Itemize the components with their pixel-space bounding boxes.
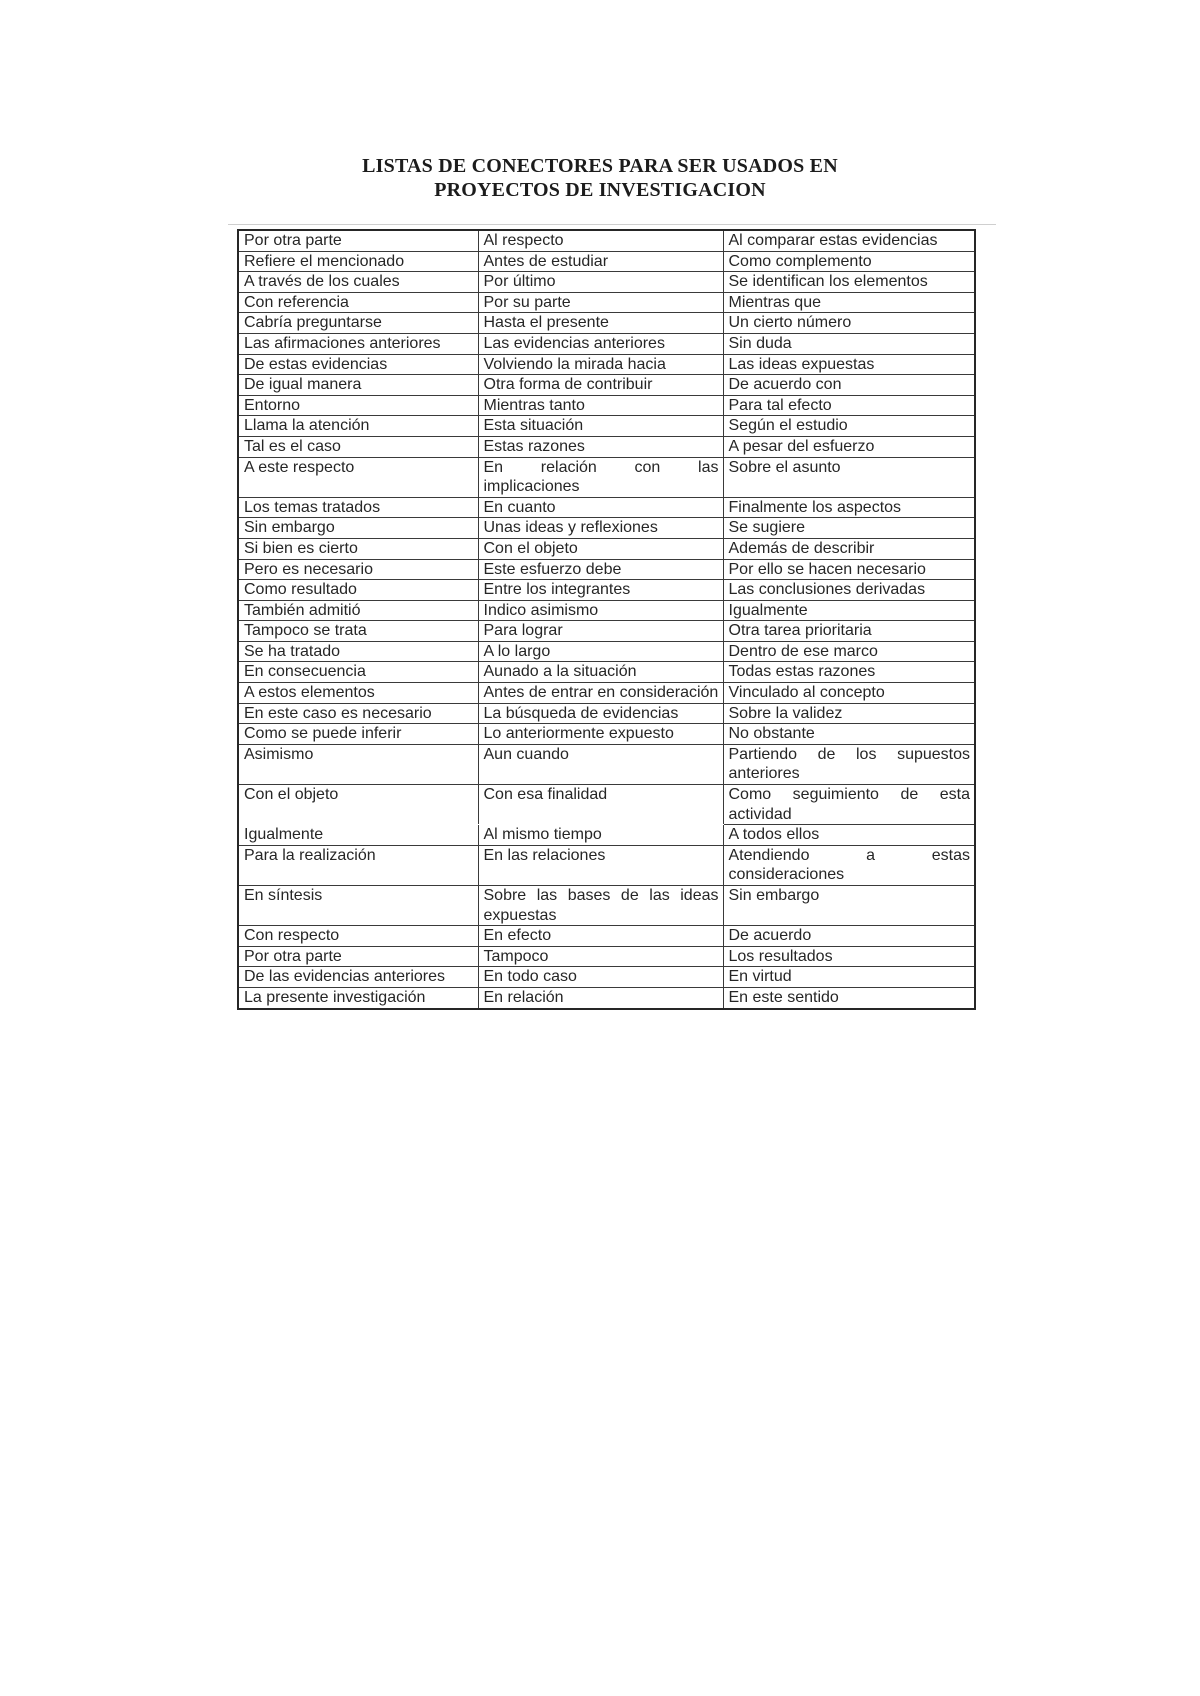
table-cell: La búsqueda de evidencias: [478, 703, 723, 724]
table-cell: En virtud: [723, 967, 975, 988]
table-cell: Con respecto: [238, 926, 478, 947]
table-cell: Lo anteriormente expuesto: [478, 724, 723, 745]
table-cell: Como complemento: [723, 251, 975, 272]
table-row: [238, 600, 975, 621]
table-row: [238, 230, 975, 251]
table-row: [238, 559, 975, 580]
table-cell: Pero es necesario: [238, 559, 478, 580]
table-cell: Si bien es cierto: [238, 538, 478, 559]
table-row: [238, 375, 975, 396]
table-cell: Igualmente: [723, 600, 975, 621]
table-cell: Por otra parte: [238, 946, 478, 967]
table-row: [238, 497, 975, 518]
table-row: [238, 395, 975, 416]
table-cell: En cuanto: [478, 497, 723, 518]
table-cell: A estos elementos: [238, 683, 478, 704]
table-row: [238, 703, 975, 724]
table-cell: La presente investigación: [238, 987, 478, 1008]
table-cell: De estas evidencias: [238, 354, 478, 375]
table-cell: A través de los cuales: [238, 272, 478, 293]
table-cell: Otra tarea prioritaria: [723, 621, 975, 642]
table-row: [238, 272, 975, 293]
table-row: [238, 683, 975, 704]
table-cell: Entre los integrantes: [478, 580, 723, 601]
table-cell: A este respecto: [238, 457, 478, 497]
table-row: [238, 518, 975, 539]
table-cell: De las evidencias anteriores: [238, 967, 478, 988]
table-cell: Estas razones: [478, 436, 723, 457]
table-cell: Volviendo la mirada hacia: [478, 354, 723, 375]
table-cell: A lo largo: [478, 641, 723, 662]
table-cell: Vinculado al concepto: [723, 683, 975, 704]
table-cell: Entorno: [238, 395, 478, 416]
table-cell: Otra forma de contribuir: [478, 375, 723, 396]
table-row: [238, 354, 975, 375]
table-cell: Todas estas razones: [723, 662, 975, 683]
table-cell: En este sentido: [723, 987, 975, 1008]
table-row: [238, 946, 975, 967]
table-row: [238, 457, 975, 497]
table-cell: Para la realización: [238, 845, 478, 885]
table-cell: Los temas tratados: [238, 497, 478, 518]
table-row: [238, 333, 975, 354]
title-line-1: LISTAS DE CONECTORES PARA SER USADOS EN: [362, 155, 838, 177]
table-cell: En relación: [478, 987, 723, 1008]
table-row: [238, 662, 975, 683]
table-row: [238, 987, 975, 1008]
table-cell: Refiere el mencionado: [238, 251, 478, 272]
table-cell: En síntesis: [238, 886, 478, 926]
table-row: [238, 436, 975, 457]
table-cell: Por su parte: [478, 292, 723, 313]
table-row: [238, 292, 975, 313]
table-cell: De acuerdo: [723, 926, 975, 947]
table-row: [238, 538, 975, 559]
table-cell: Tal es el caso: [238, 436, 478, 457]
connectors-table: [237, 229, 976, 1010]
table-cell: Llama la atención: [238, 416, 478, 437]
table-cell: Con el objeto: [238, 785, 478, 825]
table-cell: Aunado a la situación: [478, 662, 723, 683]
table-cell: En efecto: [478, 926, 723, 947]
table-cell: También admitió: [238, 600, 478, 621]
table-cell: Con referencia: [238, 292, 478, 313]
table-cell: Las evidencias anteriores: [478, 333, 723, 354]
table-cell: Con esa finalidad: [478, 785, 723, 825]
table-cell: Como se puede inferir: [238, 724, 478, 745]
table-cell: Antes de estudiar: [478, 251, 723, 272]
table-row: [238, 251, 975, 272]
table-cell: En todo caso: [478, 967, 723, 988]
table-cell: Según el estudio: [723, 416, 975, 437]
table-cell: Como seguimiento de esta actividad: [723, 785, 975, 825]
table-cell: Indico asimismo: [478, 600, 723, 621]
table-cell: Partiendo de los supuestos anteriores: [723, 744, 975, 784]
table-row: [238, 744, 975, 784]
table-row: [238, 416, 975, 437]
table-cell: Sobre el asunto: [723, 457, 975, 497]
table-cell: Las conclusiones derivadas: [723, 580, 975, 601]
table-cell: Por ello se hacen necesario: [723, 559, 975, 580]
table-cell: Se ha tratado: [238, 641, 478, 662]
table-cell: Antes de entrar en consideración: [478, 683, 723, 704]
table-cell: Para lograr: [478, 621, 723, 642]
table-cell: Hasta el presente: [478, 313, 723, 334]
table-cell: A pesar del esfuerzo: [723, 436, 975, 457]
table-cell: Sin duda: [723, 333, 975, 354]
table-row: [238, 724, 975, 745]
table-cell: Al respecto: [478, 230, 723, 251]
table-cell: Además de describir: [723, 538, 975, 559]
table-cell: Unas ideas y reflexiones: [478, 518, 723, 539]
table-cell: Al mismo tiempo: [478, 825, 723, 846]
table-cell: Sobre la validez: [723, 703, 975, 724]
table-cell: Se sugiere: [723, 518, 975, 539]
table-cell: Sin embargo: [723, 886, 975, 926]
table-cell: Como resultado: [238, 580, 478, 601]
table-cell: Las afirmaciones anteriores: [238, 333, 478, 354]
table-cell: Esta situación: [478, 416, 723, 437]
table-cell: Los resultados: [723, 946, 975, 967]
table-cell: Tampoco se trata: [238, 621, 478, 642]
table-cell: Para tal efecto: [723, 395, 975, 416]
table-cell: En este caso es necesario: [238, 703, 478, 724]
connectors-table-body: [238, 230, 975, 1009]
table-cell: Atendiendo a estas consideraciones: [723, 845, 975, 885]
title-line-2: PROYECTOS DE INVESTIGACION: [434, 179, 766, 201]
table-cell: En las relaciones: [478, 845, 723, 885]
page-title: [0, 154, 1200, 202]
table-cell: De acuerdo con: [723, 375, 975, 396]
table-cell: Igualmente: [238, 825, 478, 846]
table-cell: Este esfuerzo debe: [478, 559, 723, 580]
table-row: [238, 621, 975, 642]
table-cell: Tampoco: [478, 946, 723, 967]
table-row: [238, 825, 975, 846]
table-cell: Por último: [478, 272, 723, 293]
table-cell: Se identifican los elementos: [723, 272, 975, 293]
table-row: [238, 926, 975, 947]
table-cell: Las ideas expuestas: [723, 354, 975, 375]
table-cell: En relación con las implicaciones: [478, 457, 723, 497]
table-cell: De igual manera: [238, 375, 478, 396]
table-cell: No obstante: [723, 724, 975, 745]
table-cell: Asimismo: [238, 744, 478, 784]
table-row: [238, 845, 975, 885]
table-cell: Un cierto número: [723, 313, 975, 334]
table-cell: En consecuencia: [238, 662, 478, 683]
table-row: [238, 580, 975, 601]
table-row: [238, 967, 975, 988]
table-cell: Finalmente los aspectos: [723, 497, 975, 518]
table-cell: Dentro de ese marco: [723, 641, 975, 662]
table-cell: Por otra parte: [238, 230, 478, 251]
table-cell: A todos ellos: [723, 825, 975, 846]
table-cell: Aun cuando: [478, 744, 723, 784]
table-cell: Cabría preguntarse: [238, 313, 478, 334]
table-row: [238, 785, 975, 825]
table-cell: Mientras que: [723, 292, 975, 313]
table-row: [238, 313, 975, 334]
separator-rule: [228, 224, 996, 225]
table-row: [238, 886, 975, 926]
table-row: [238, 641, 975, 662]
table-cell: Sobre las bases de las ideas expuestas: [478, 886, 723, 926]
table-cell: Con el objeto: [478, 538, 723, 559]
table-cell: Al comparar estas evidencias: [723, 230, 975, 251]
table-cell: Mientras tanto: [478, 395, 723, 416]
table-cell: Sin embargo: [238, 518, 478, 539]
